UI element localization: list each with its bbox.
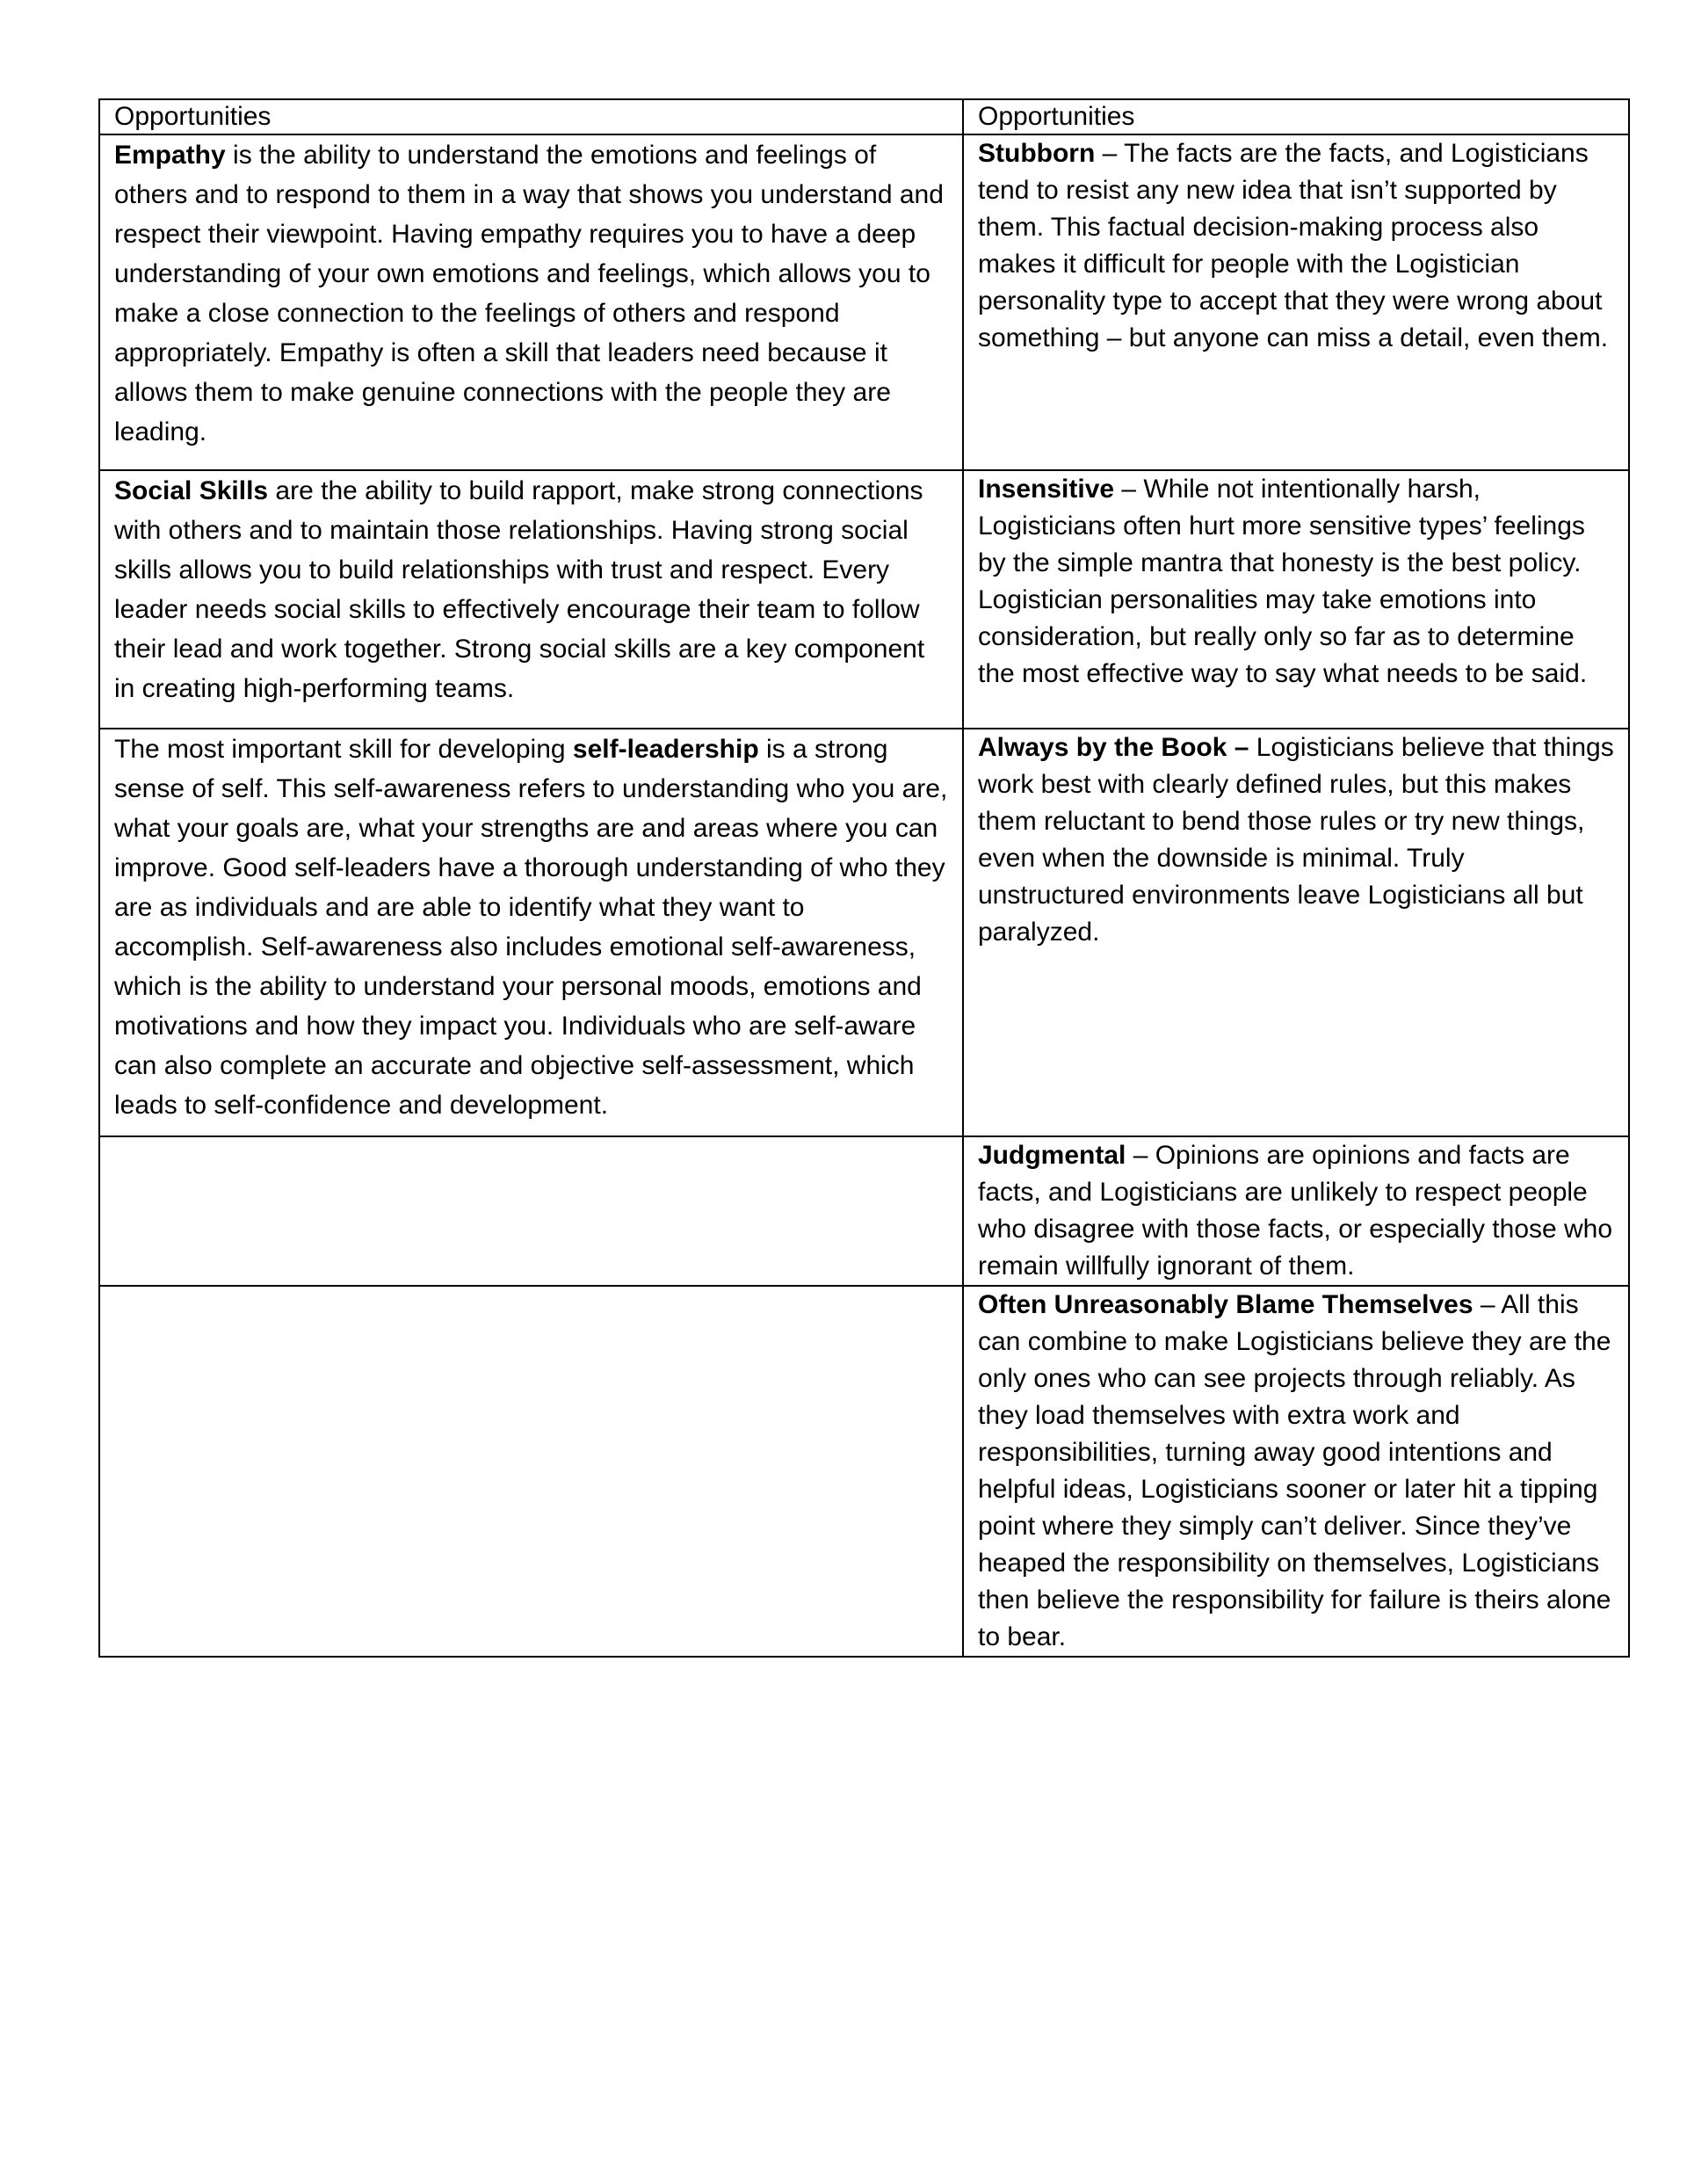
empty-cell <box>99 1136 963 1286</box>
cell-body-text: is a strong sense of self. This self-awareness refers to understanding who you are, what your goals are, what your strengths are and areas where you can improve. Good self-leaders have a thorough understanding of who they are as individuals and are able to identify what they want to accomplish. Self-awareness also includes emotional self-awareness, which is the ability to understand your personal moods, emotions and motivations and how they impact you. Individuals who are self-aware can also complete an accurate and objective self-assessment, which leads to self-confidence and development. <box>114 735 948 1120</box>
term-empathy: Empathy <box>114 141 226 170</box>
table-row <box>99 470 1629 729</box>
cell-body-text: – Opinions are opinions and facts are facts, and Logisticians are unlikely to respect people who disagree with those facts, or especially those who remain willfully ignorant of them. <box>978 1141 1613 1281</box>
term-self-leadership: self-leadership <box>572 735 759 764</box>
cell-body-text: Logisticians believe that things work best with clearly defined rules, but this makes them reluctant to bend those rules or try new things, even when the downside is minimal. Truly unstructured environments leave Logisticians all but paralyzed. <box>978 733 1614 947</box>
cell-body-text: is the ability to understand the emotions and feelings of others and to respond to them in a way that shows you understand and respect their viewpoint. Having empathy requires you to have a deep understanding of your own emotions and feelings, which allows you to make a close connection to the feelings of others and respond appropriately. Empathy is often a skill that leaders need because it allows them to make genuine connections with the people they are leading. <box>114 141 944 446</box>
term-often-unreasonably-blame-themselves: Often Unreasonably Blame Themselves <box>978 1290 1473 1319</box>
cell-body-text: are the ability to build rapport, make strong connections with others and to maintain those relationships. Having strong social skills allows you to build relationships with trust and respect. Every leader needs social skills to effectively encourage their team to follow their lead and work together. Strong social skills are a key component in creating high-performing teams. <box>114 476 925 703</box>
cell-body-text: – All this can combine to make Logisticians believe they are the only ones who can see projects through reliably. As they load themselves with extra work and responsibilities, turning away good intentions and helpful ideas, Logisticians sooner or later hit a tipping point where they simply can’t deliver. Since they’ve heaped the responsibility on themselves, Logisticians then believe the responsibility for failure is theirs alone to bear. <box>978 1290 1611 1651</box>
empty-cell <box>99 1286 963 1657</box>
term-always-by-the-book: Always by the Book – <box>978 733 1249 762</box>
term-social-skills: Social Skills <box>114 476 269 505</box>
cell-body-text: – While not intentionally harsh, Logisticians often hurt more sensitive types’ feelings by the simple mantra that honesty is the best policy. Logistician personalities may take emotions into consideration, but really only so far as to determine the most effective way to say what needs to be said. <box>978 475 1588 688</box>
right-column-header: Opportunities <box>963 99 1629 134</box>
cell-body-text: – The facts are the facts, and Logisticians tend to resist any new idea that isn’t supported by them. This factual decision-making process also makes it difficult for people with the Logistician personality type to accept that they were wrong about something – but anyone can miss a detail, even them. <box>978 139 1609 352</box>
term-insensitive: Insensitive <box>978 475 1115 504</box>
self-leadership-cell <box>99 729 963 1136</box>
blame-themselves-cell <box>963 1286 1629 1657</box>
social-skills-cell <box>99 470 963 729</box>
table-row <box>99 729 1629 1136</box>
always-by-the-book-cell <box>963 729 1629 1136</box>
term-stubborn: Stubborn <box>978 139 1096 168</box>
opportunities-table <box>98 98 1630 1658</box>
table-row <box>99 1286 1629 1657</box>
cell-lead-text: The most important skill for developing <box>114 735 573 764</box>
insensitive-cell <box>963 470 1629 729</box>
term-judgmental: Judgmental <box>978 1141 1126 1170</box>
left-column-header: Opportunities <box>99 99 963 134</box>
table-row <box>99 134 1629 470</box>
table-header-row <box>99 99 1629 134</box>
table-row <box>99 1136 1629 1286</box>
stubborn-cell <box>963 134 1629 470</box>
empathy-cell <box>99 134 963 470</box>
judgmental-cell <box>963 1136 1629 1286</box>
